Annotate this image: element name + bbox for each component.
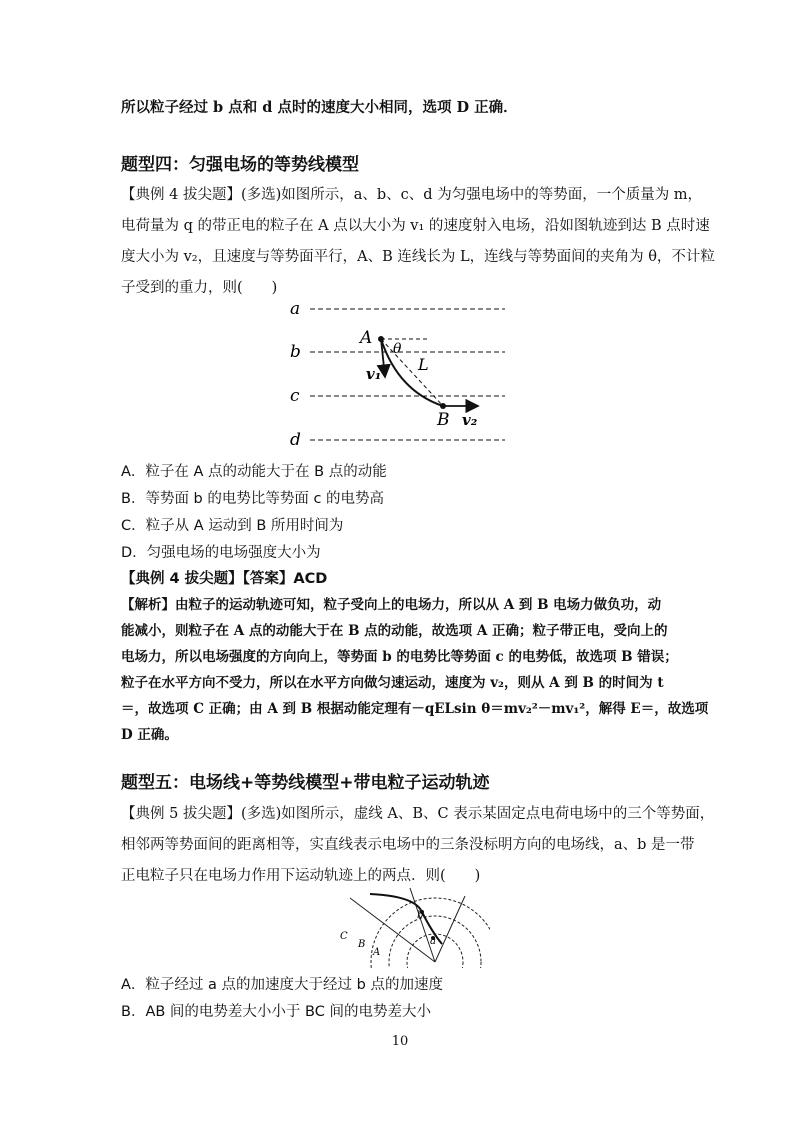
analysis-line: ＝，故选项 C 正确；由 A 到 B 根据动能定理有－qELsin θ＝mv₂²－mv₁²，解得 E＝，故选项: [121, 701, 709, 717]
point-a: [378, 336, 384, 342]
option-a: A．粒子经过 a 点的加速度大于经过 b 点的加速度: [121, 977, 443, 993]
option-b: B．等势面 b 的电势比等势面 c 的电势高: [121, 491, 385, 507]
field-line-middle: [410, 888, 435, 962]
option-a: A．粒子在 A 点的动能大于在 B 点的动能: [121, 464, 387, 480]
page-number: 10: [391, 1034, 409, 1049]
question-line: 相邻两等势面间的距离相等，实直线表示电场中的三条没标明方向的电场线，a、b 是一带: [121, 837, 695, 853]
section5-heading: 题型五：电场线+等势线模型+带电粒子运动轨迹: [121, 773, 490, 793]
label-v1: v₁: [366, 365, 382, 383]
question-line: 【典例 4 拔尖题】(多选)如图所示，a、b、c、d 为匀强电场中的等势面，一个质量为 m，: [121, 187, 703, 203]
label-equipotential-c: C: [340, 931, 348, 942]
point-b: [440, 403, 446, 409]
option-b: B．AB 间的电势差大小小于 BC 间的电势差大小: [121, 1004, 431, 1020]
analysis-line: 能减小，则粒子在 A 点的动能大于在 B 点的动能，故选项 A 正确；粒子带正电，受向上的: [121, 623, 668, 639]
analysis-line: 【解析】由粒子的运动轨迹可知，粒子受向上的电场力，所以从 A 到 B 电场力做负功，动: [121, 597, 662, 613]
section4-heading: 题型四：匀强电场的等势线模型: [121, 155, 359, 175]
question-line: 电荷量为 q 的带正电的粒子在 A 点以大小为 v₁ 的速度射入电场，沿如图轨迹到达 B 点时速: [121, 218, 710, 234]
question-line: 子受到的重力，则( ): [121, 280, 278, 296]
label-point-a: A: [360, 328, 373, 348]
equipotential-figure: [0, 295, 800, 455]
label-point-b: B: [437, 410, 450, 430]
question-line: 正电粒子只在电场力作用下运动轨迹上的两点．则( ): [121, 868, 481, 884]
label-l: L: [418, 355, 429, 374]
field-line-left: [350, 898, 435, 962]
question-line: 度大小为 v₂，且速度与等势面平行，A、B 连线长为 L，连线与等势面间的夹角为 θ，不计粒: [121, 249, 715, 265]
option-d: D．匀强电场的电场强度大小为: [121, 545, 321, 561]
analysis-line: D 正确。: [121, 727, 178, 743]
label-b: b: [290, 342, 301, 362]
label-point-b: b: [417, 910, 424, 921]
equipotential-c: [371, 898, 490, 968]
label-equipotential-a: A: [373, 947, 381, 958]
analysis-line: 粒子在水平方向不受力，所以在水平方向做匀速运动，速度为 v₂，则从 A 到 B 的时间为 t: [121, 675, 664, 691]
label-equipotential-b: B: [358, 939, 366, 950]
label-c: c: [290, 386, 300, 406]
label-a: a: [290, 299, 301, 319]
label-v2: v₂: [462, 411, 478, 429]
answer-line: 【典例 4 拔尖题】【答案】ACD: [121, 571, 328, 587]
option-c: C．粒子从 A 运动到 B 所用时间为: [121, 518, 344, 534]
analysis-line: 电场力，所以电场强度的方向向上，等势面 b 的电势比等势面 c 的电势低，故选项 B 错误；: [121, 649, 678, 665]
top-line: 所以粒子经过 b 点和 d 点时的速度大小相同，选项 D 正确．: [121, 99, 518, 116]
label-point-a: a: [430, 936, 436, 947]
label-theta: θ: [393, 341, 402, 357]
question-line: 【典例 5 拔尖题】(多选)如图所示，虚线 A、B、C 表示某固定点电荷电场中的三个等势面，: [121, 806, 715, 822]
field-line-right: [435, 896, 465, 962]
field-line-figure: [330, 888, 490, 968]
label-d: d: [290, 430, 301, 450]
